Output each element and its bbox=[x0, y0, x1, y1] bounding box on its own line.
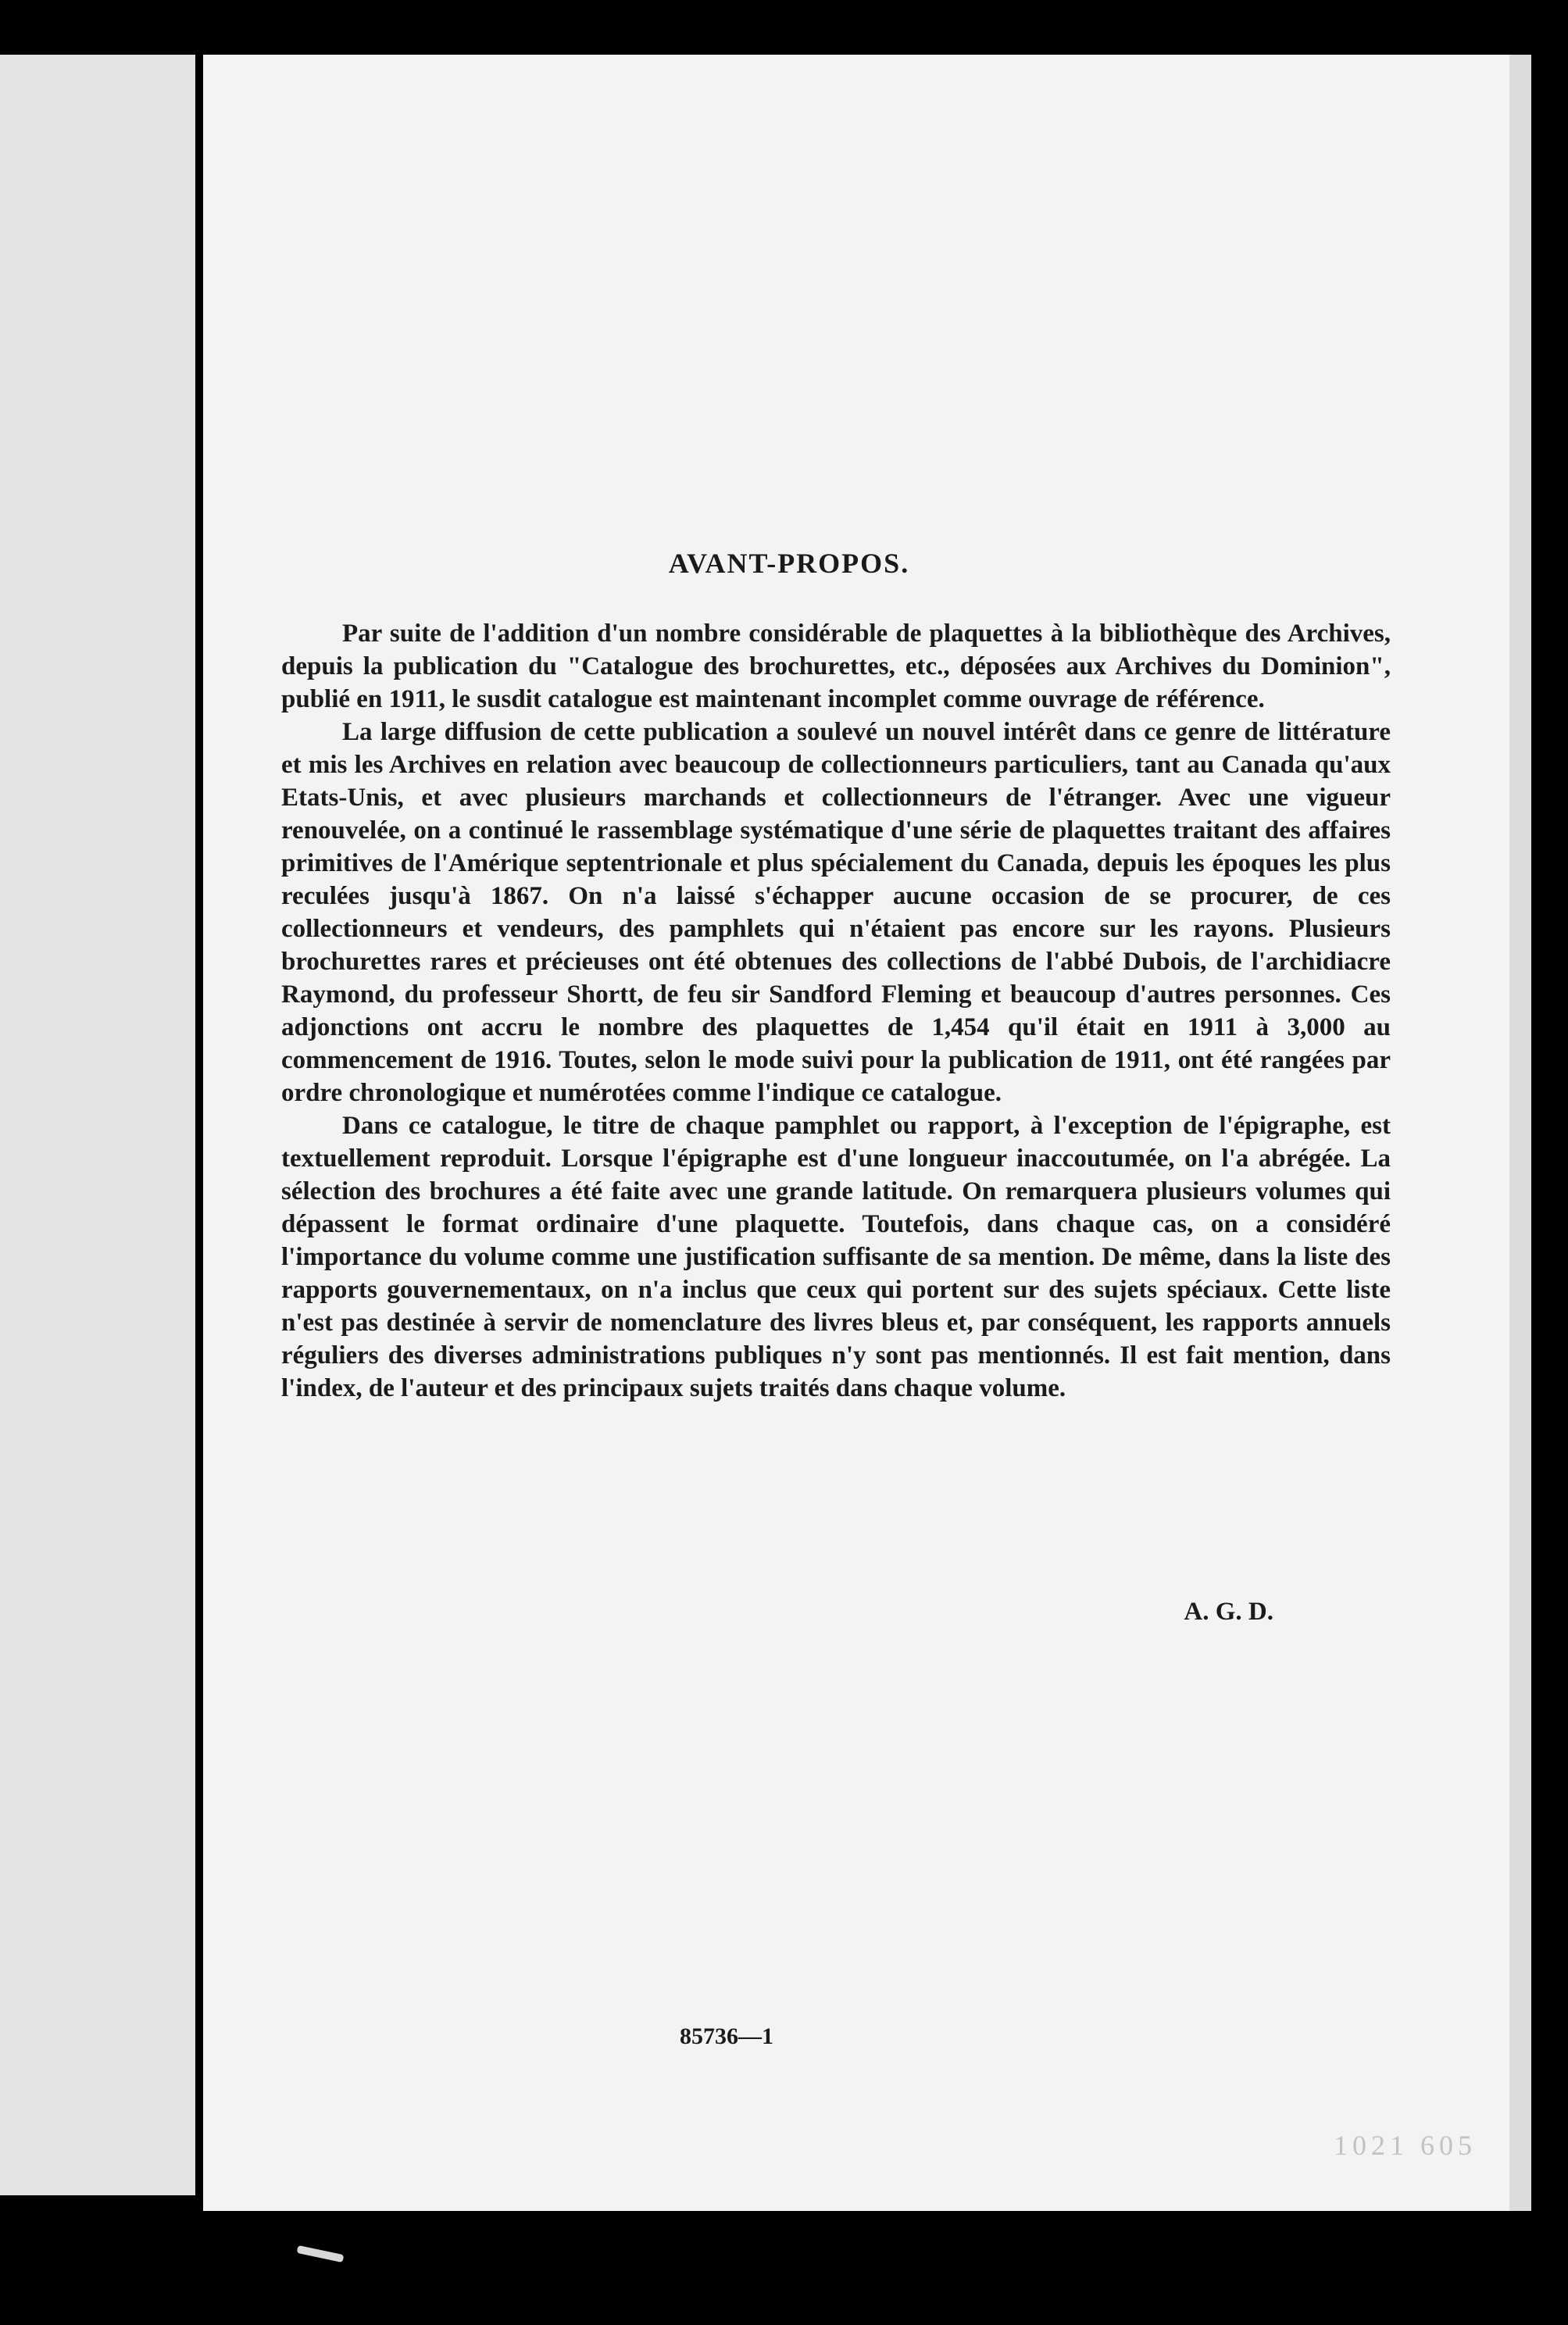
body-text bbox=[281, 617, 1391, 1405]
page-edge-shadow bbox=[1509, 55, 1531, 2211]
document-page bbox=[203, 55, 1531, 2211]
paragraph: Dans ce catalogue, le titre de chaque pamphlet ou rapport, à l'exception de l'épigraphe, est textuellement reproduit. Lorsque l'épigraphe est d'une longueur inaccoutumée, on l'a abrégée. La sélection des brochures a été faite avec une grande latitude. On remarquera plusieurs volumes qui dépassent le format ordinaire d'une plaquette. Toutefois, dans chaque cas, on a considéré l'importance du volume comme une justification suffisante de sa mention. De même, dans la liste des rapports gouvernementaux, on n'a inclus que ceux qui portent sur des sujets spéciaux. Cette liste n'est pas destinée à servir de nomenclature des livres bleus et, par conséquent, les rapports annuels réguliers des diverses administrations publiques n'y sont pas mentionnés. Il est fait mention, dans l'index, de l'auteur et des principaux sujets traités dans chaque volume. bbox=[281, 1112, 1391, 1402]
previous-page-edge bbox=[0, 55, 195, 2195]
library-stamp: 1021 605 bbox=[1334, 2130, 1477, 2161]
paragraph: La large diffusion de cette publication a soulevé un nouvel intérêt dans ce genre de littérature et mis les Archives en relation avec beaucoup de collectionneurs particuliers, tant au Canada qu'aux Etats-Unis, et avec plusieurs marchands et collectionneurs de l'étranger. Avec une vigueur renouvelée, on a continué le rassemblage systématique d'une série de plaquettes traitant des affaires primitives de l'Amérique septentrionale et plus spécialement du Canada, depuis les époques les plus reculées jusqu'à 1867. On n'a laissé s'échapper aucune occasion de se procurer, de ces collectionneurs et vendeurs, des pamphlets qui n'étaient pas encore sur les rayons. Plusieurs brochurettes rares et précieuses ont été obtenues des collections de l'abbé Dubois, de l'archidiacre Raymond, du professeur Shortt, de feu sir Sandford Fleming et beaucoup d'autres personnes. Ces adjonctions ont accru le nombre des plaquettes de 1,454 qu'il était en 1911 à 3,000 au commencement de 1916. Toutes, selon le mode suivi pour la publication de 1911, ont été rangées par ordre chronologique et numérotées comme l'indique ce catalogue. bbox=[281, 718, 1391, 1107]
author-signature: A. G. D. bbox=[1184, 1598, 1273, 1626]
page-title: AVANT-PROPOS. bbox=[668, 548, 910, 579]
paragraph: Par suite de l'addition d'un nombre considérable de plaquettes à la bibliothèque des Archives, depuis la publication du "Catalogue des brochurettes, etc., déposées aux Archives du Dominion", publié en 1911, le susdit catalogue est maintenant incomplet comme ouvrage de référence. bbox=[281, 620, 1391, 713]
scan-artifact bbox=[297, 2245, 345, 2262]
page-number: 85736—1 bbox=[680, 2023, 773, 2049]
